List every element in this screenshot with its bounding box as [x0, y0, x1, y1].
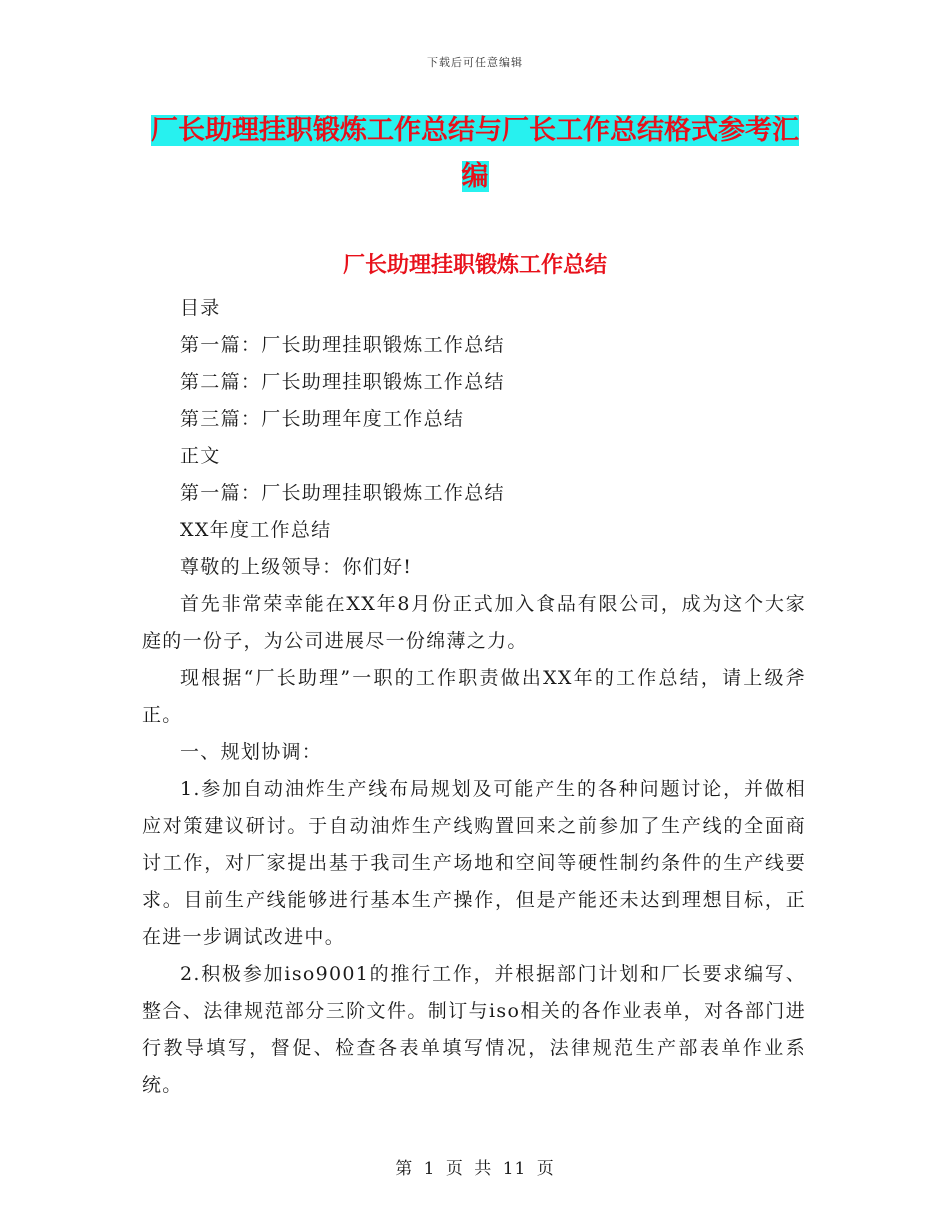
paragraph: 现根据“厂长助理”一职的工作职责做出XX年的工作总结，请上级斧正。 [142, 667, 806, 726]
part-heading: 第一篇：厂长助理挂职锻炼工作总结 [180, 482, 505, 504]
toc-item-1: 第一篇：厂长助理挂职锻炼工作总结 [180, 334, 505, 356]
toc-item-3: 第三篇：厂长助理年度工作总结 [180, 408, 465, 430]
toc-heading: 目录 [180, 297, 221, 319]
report-title: XX年度工作总结 [180, 519, 332, 541]
toc-item-2: 第二篇：厂长助理挂职锻炼工作总结 [180, 371, 505, 393]
section-title: 厂长助理挂职锻炼工作总结 [342, 253, 607, 278]
body-heading: 正文 [180, 445, 221, 467]
document-title [140, 108, 810, 200]
section-heading: 一、规划协调： [180, 741, 323, 763]
page-footer: 第 1 页 共 11 页 [395, 1159, 555, 1179]
header-note: 下载后可任意编辑 [427, 56, 523, 69]
paragraph: 1.参加自动油炸生产线布局规划及可能产生的各种问题讨论，并做相应对策建议研讨。于自动油炸生产线购置回来之前参加了生产线的全面商讨工作，对厂家提出基于我司生产场地和空间等硬性制约条件的生产线要求。目前生产线能够进行基本生产操作，但是产能还未达到理想目标，正在进一步调试改进中。 [142, 778, 806, 948]
paragraph: 2.积极参加iso9001的推行工作，并根据部门计划和厂长要求编写、整合、法律规范部分三阶文件。制订与iso相关的各作业表单，对各部门进行教导填写，督促、检查各表单填写情况，法律规范生产部表单作业系统。 [142, 963, 806, 1096]
document-body [142, 290, 806, 1104]
document-title-text: 厂长助理挂职锻炼工作总结与厂长工作总结格式参考汇编 [151, 115, 799, 192]
paragraph: 首先非常荣幸能在XX年8月份正式加入食品有限公司，成为这个大家庭的一份子，为公司进展尽一份绵薄之力。 [142, 593, 806, 652]
salutation: 尊敬的上级领导：你们好! [180, 556, 413, 578]
